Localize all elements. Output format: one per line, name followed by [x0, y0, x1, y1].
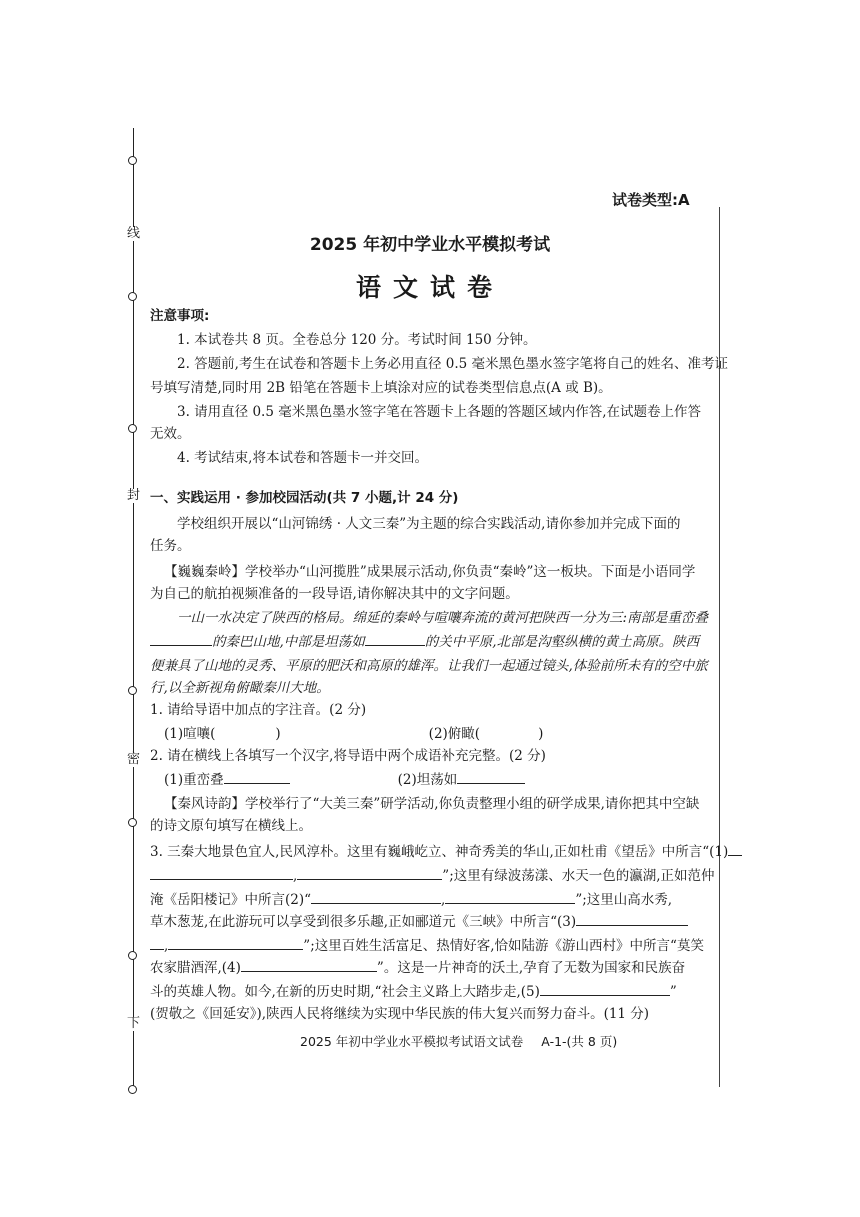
section-heading: 一、实践运用 · 参加校园活动(共 7 小题,计 24 分): [150, 490, 459, 506]
question-2-answers: (1)重峦叠 (2)坦荡如: [150, 770, 724, 790]
subject-title: 语文试卷: [355, 273, 504, 302]
answer-blank[interactable]: [241, 958, 377, 972]
guide-text: 行,以全新视角俯瞰秦川大地。: [150, 680, 330, 696]
answer-blank[interactable]: [168, 936, 303, 950]
answer-blank[interactable]: [150, 936, 164, 950]
notice-item: 1. 本试卷共 8 页。全卷总分 120 分。考试时间 150 分钟。: [177, 332, 537, 348]
binding-hole: [128, 292, 137, 301]
notice-item: 2. 答题前,考生在试卷和答题卡上务必用直径 0.5 毫米黑色墨水签字笔将自己的姓名、准考证: [177, 356, 729, 372]
binding-char-seal: 封: [127, 488, 141, 503]
notice-item: 号填写清楚,同时用 2B 铅笔在答题卡上填涂对应的试卷类型信息点(A 或 B)。: [150, 380, 612, 396]
answer-blank[interactable]: [728, 842, 742, 856]
binding-char-line: 线: [127, 226, 141, 241]
answer-blank[interactable]: [311, 890, 441, 904]
question-1-answers: (1)喧嚷( ) (2)俯瞰( ): [164, 726, 544, 742]
notice-item: 无效。: [150, 426, 191, 442]
footer-title: 2025 年初中学业水平模拟考试语文试卷: [300, 1034, 524, 1049]
binding-hole: [128, 1085, 137, 1094]
footer-page: A-1-(共 8 页): [541, 1034, 618, 1049]
answer-blank[interactable]: [457, 770, 525, 784]
page-footer: [300, 1032, 617, 1050]
answer-blank[interactable]: [150, 866, 293, 880]
question-3: , ”;这里百姓生活富足、热情好客,恰如陆游《游山西村》中所言“莫笑: [150, 936, 710, 956]
answer-blank[interactable]: [445, 890, 575, 904]
question-1: 1. 请给导语中加点的字注音。(2 分): [150, 702, 367, 718]
binding-line: [133, 128, 134, 1093]
question-3: 草木葱茏,在此游玩可以享受到很多乐趣,正如郦道元《三峡》中所言“(3): [150, 912, 710, 932]
question-3: 农家腊酒浑,(4) ”。这是一片神奇的沃土,孕育了无数为国家和民族奋: [150, 960, 686, 976]
notice-item: 3. 请用直径 0.5 毫米黑色墨水签字笔在答题卡上各题的答题区域内作答,在试题卷上作答: [177, 404, 702, 420]
answer-blank[interactable]: [365, 632, 425, 646]
question-2: 2. 请在横线上各填写一个汉字,将导语中两个成语补充完整。(2 分): [150, 748, 546, 764]
guide-text: 一山一水决定了陕西的格局。绵延的秦岭与喧嚷奔流的黄河把陕西一分为三:南部是重峦叠: [177, 610, 709, 626]
binding-hole: [128, 686, 137, 695]
answer-blank[interactable]: [540, 982, 670, 996]
task-intro: 为自己的航拍视频准备的一段导语,请你解决其中的文字问题。: [150, 586, 519, 602]
notice-item: 4. 考试结束,将本试卷和答题卡一并交回。: [177, 450, 428, 466]
binding-hole: [128, 156, 137, 165]
task-intro: 的诗文原句填写在横线上。: [150, 818, 312, 834]
question-3: (贺敬之《回延安》),陕西人民将继续为实现中华民族的伟大复兴而努力奋斗。(11 分): [150, 1006, 650, 1022]
answer-blank[interactable]: [224, 770, 290, 784]
answer-blank[interactable]: [297, 866, 442, 880]
guide-text: 便兼具了山地的灵秀、平原的肥沃和高原的雄浑。让我们一起通过镜头,体验前所未有的空中旅: [150, 658, 708, 674]
notice-heading: 注意事项:: [150, 308, 210, 324]
question-3: , ”;这里有绿波荡漾、水天一色的瀛湖,正如范仲: [150, 866, 710, 886]
section-intro: 学校组织开展以“山河锦绣 · 人文三秦”为主题的综合实践活动,请你参加并完成下面的: [177, 516, 681, 532]
paper-type-label: 试卷类型:A: [612, 191, 690, 209]
section-intro: 任务。: [150, 538, 191, 554]
question-3: 斗的英雄人物。如今,在新的历史时期,“社会主义路上大踏步走,(5) ”: [150, 984, 677, 1000]
answer-blank[interactable]: [576, 912, 688, 926]
binding-hole: [128, 818, 137, 827]
question-3: 3. 三秦大地景色宜人,民风淳朴。这里有巍峨屹立、神奇秀美的华山,正如杜甫《望岳》中所言“(1): [150, 842, 710, 862]
question-3: 淹《岳阳楼记》中所言(2)“ , ”;这里山高水秀,: [150, 892, 673, 908]
binding-char-secret: 密: [127, 752, 141, 767]
q1-item-1: (1)喧嚷(: [164, 726, 216, 742]
binding-hole: [128, 951, 137, 960]
answer-blank[interactable]: [150, 632, 212, 646]
guide-text: 的秦巴山地,中部是坦荡如 的关中平原,北部是沟壑纵横的黄土高原。陕西: [150, 632, 710, 652]
task-intro: 【秦风诗韵】学校举行了“大美三秦”研学活动,你负责整理小组的研学成果,请你把其中空缺: [164, 796, 700, 812]
q1-item-2: (2)俯瞰(: [428, 726, 481, 742]
binding-char-below: 下: [127, 1016, 141, 1031]
binding-hole: [128, 424, 137, 433]
task-intro: 【巍巍秦岭】学校举办“山河揽胜”成果展示活动,你负责“秦岭”这一板块。下面是小语同学: [164, 564, 696, 580]
exam-title: 2025 年初中学业水平模拟考试: [309, 235, 551, 255]
